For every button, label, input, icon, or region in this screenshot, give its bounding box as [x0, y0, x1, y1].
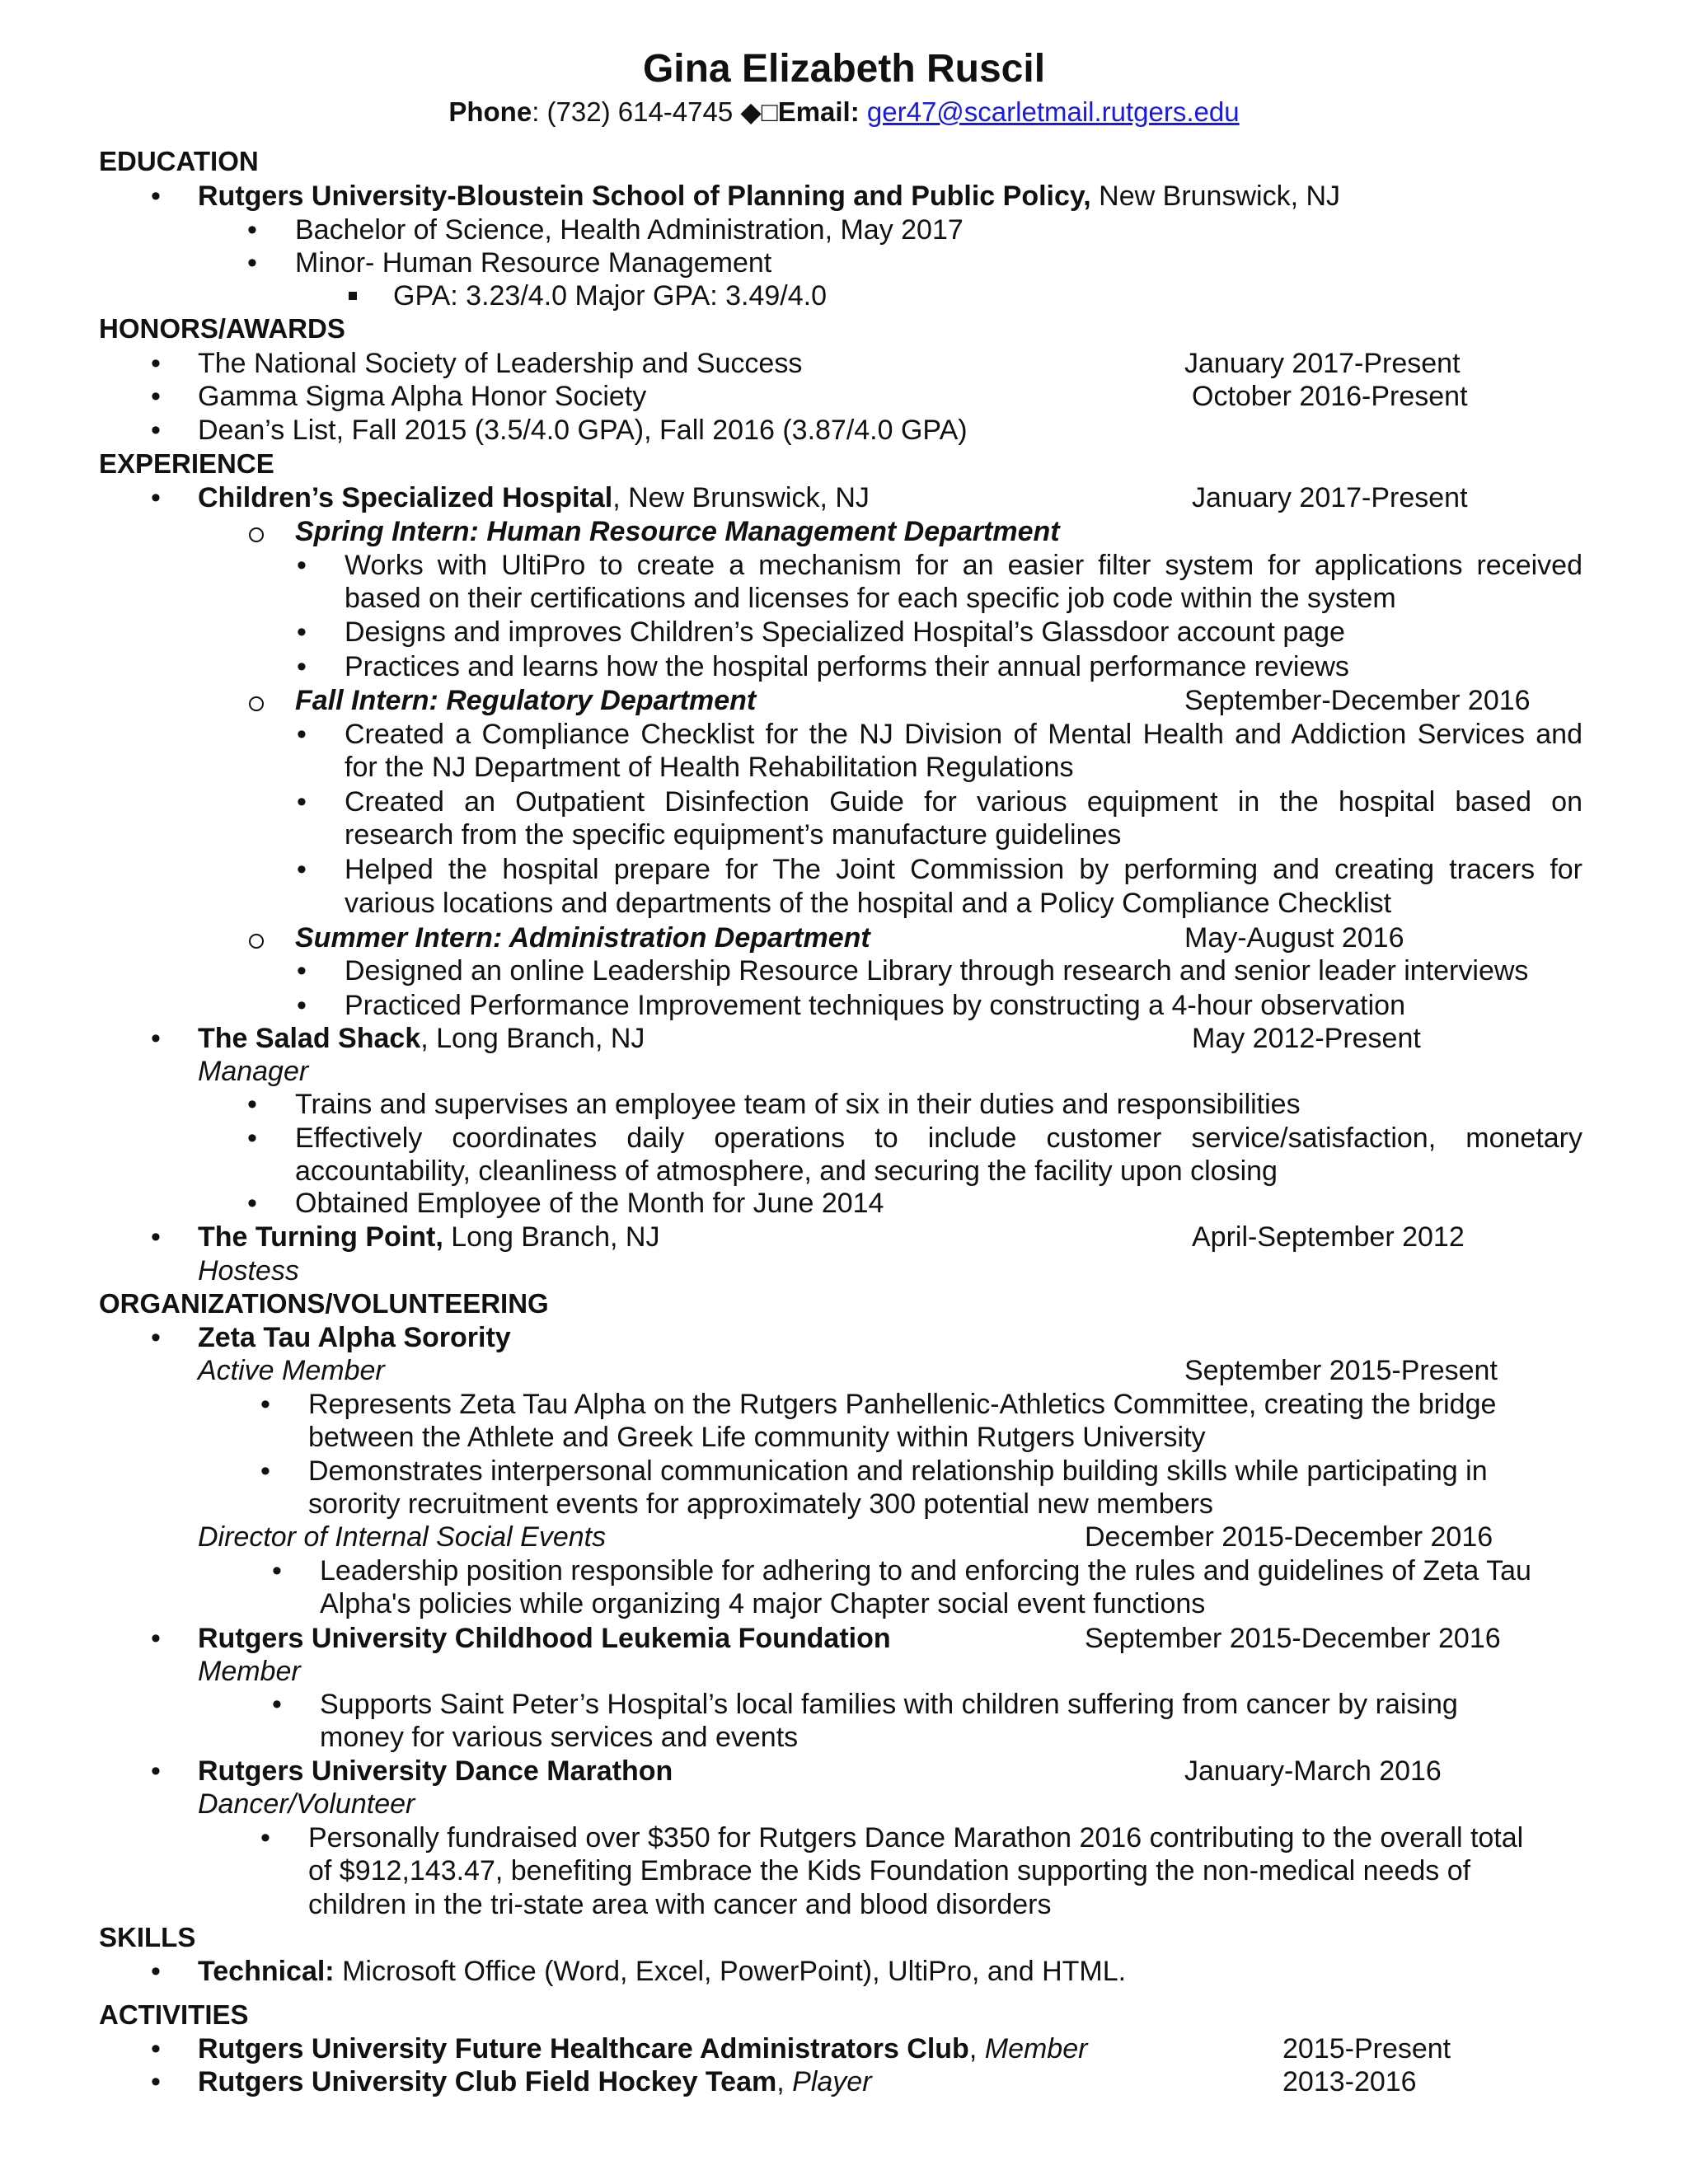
role-date: May-August 2016 [1184, 922, 1404, 954]
bullet-icon: • [272, 1689, 282, 1720]
education-gpa: GPA: 3.23/4.0 Major GPA: 3.49/4.0 [393, 280, 828, 312]
role-bullet: Created a Compliance Checklist for the NJ Division of Mental Health and Addiction Services and [345, 719, 1582, 750]
experience-date: January 2017-Present [1192, 482, 1468, 513]
role-bullet: Effectively coordinates daily operations to include customer service/satisfaction, monetary [295, 1122, 1582, 1154]
circle-bullet-icon [249, 934, 264, 949]
experience-role: Hostess [198, 1255, 299, 1286]
organization-bullet-cont: of $912,143.47, benefiting Embrace the Kids Foundation supporting the non-medical needs of [308, 1855, 1471, 1886]
organization-name: Zeta Tau Alpha Sorority [198, 1322, 511, 1353]
experience-org: The Salad Shack, Long Branch, NJ [198, 1023, 645, 1054]
bullet-icon: • [297, 786, 307, 818]
experience-date: May 2012-Present [1192, 1023, 1421, 1054]
honor-date: October 2016-Present [1192, 381, 1468, 412]
organization-date: January-March 2016 [1184, 1755, 1442, 1787]
honor-item: Gamma Sigma Alpha Honor Society [198, 381, 647, 412]
role-bullet: Trains and supervises an employee team of six in their duties and responsibilities [295, 1089, 1301, 1120]
candidate-name: Gina Elizabeth Ruscil [642, 47, 1046, 91]
bullet-icon: • [247, 247, 257, 279]
bullet-icon: • [297, 719, 307, 750]
role-bullet-cont: various locations and departments of the hospital and a Policy Compliance Checklist [345, 888, 1392, 919]
education-degree: Bachelor of Science, Health Administration, May 2017 [295, 214, 964, 246]
organization-role: Active Member [198, 1355, 385, 1386]
section-heading-skills: SKILLS [99, 1922, 196, 1952]
organization-bullet-cont: children in the tri-state area with cancer and blood disorders [308, 1889, 1052, 1920]
section-heading-honors: HONORS/AWARDS [99, 313, 345, 344]
bullet-icon: • [151, 2066, 161, 2097]
experience-org: Children’s Specialized Hospital, New Brunswick, NJ [198, 482, 870, 513]
role-title: Fall Intern: Regulatory Department [295, 685, 757, 716]
experience-date: April-September 2012 [1192, 1221, 1465, 1253]
role-bullet: Works with UltiPro to create a mechanism for an easier filter system for applications received [345, 550, 1582, 581]
organization-bullet-cont: Alpha's policies while organizing 4 major Chapter social event functions [320, 1588, 1206, 1619]
bullet-icon: • [297, 550, 307, 581]
organization-bullet-cont: sorority recruitment events for approximately 300 potential new members [308, 1488, 1213, 1520]
role-bullet: Practices and learns how the hospital performs their annual performance reviews [345, 651, 1349, 682]
role-bullet-cont: accountability, cleanliness of atmosphere, and securing the facility upon closing [295, 1155, 1278, 1187]
phone-number: : (732) 614-4745 [532, 96, 741, 127]
role-bullet: Created an Outpatient Disinfection Guide for various equipment in the hospital based on [345, 786, 1582, 818]
role-title: Summer Intern: Administration Department [295, 922, 870, 954]
bullet-icon: • [260, 1455, 270, 1487]
bullet-icon: • [151, 348, 161, 379]
square-bullet-icon [349, 292, 357, 300]
role-bullet: Practiced Performance Improvement techniques by constructing a 4-hour observation [345, 990, 1405, 1021]
role-bullet-cont: for the NJ Department of Health Rehabilitation Regulations [345, 752, 1074, 783]
bullet-icon: • [151, 381, 161, 412]
bullet-icon: • [297, 990, 307, 1021]
organization-bullet: Supports Saint Peter’s Hospital’s local families with children suffering from cancer by raising [320, 1689, 1458, 1720]
bullet-icon: • [151, 1623, 161, 1654]
bullet-icon: • [151, 415, 161, 446]
organization-bullet: Demonstrates interpersonal communication and relationship building skills while participating in [308, 1455, 1488, 1487]
bullet-icon: • [297, 854, 307, 885]
bullet-icon: • [247, 1122, 257, 1154]
organization-name: Rutgers University Dance Marathon [198, 1755, 673, 1787]
circle-bullet-icon [249, 696, 264, 711]
role-bullet-cont: based on their certifications and licenses for each specific job code within the system [345, 583, 1396, 614]
honor-date: January 2017-Present [1184, 348, 1461, 379]
bullet-icon: • [151, 180, 161, 212]
organization-role: Member [198, 1656, 301, 1687]
activity-item: Rutgers University Club Field Hockey Team, Player [198, 2066, 872, 2097]
bullet-icon: • [151, 1956, 161, 1987]
email-link[interactable]: ger47@scarletmail.rutgers.edu [866, 96, 1240, 127]
bullet-icon: • [151, 482, 161, 513]
organization-date: September 2015-Present [1184, 1355, 1498, 1386]
skills-technical: Technical: Microsoft Office (Word, Excel, PowerPoint), UltiPro, and HTML. [198, 1956, 1127, 1987]
bullet-icon: • [260, 1822, 270, 1854]
bullet-icon: • [260, 1389, 270, 1420]
organization-bullet: Personally fundraised over $350 for Rutgers Dance Marathon 2016 contributing to the overall total [308, 1822, 1524, 1854]
honor-item: The National Society of Leadership and Success [198, 348, 803, 379]
bullet-icon: • [151, 1023, 161, 1054]
organization-bullet: Represents Zeta Tau Alpha on the Rutgers Panhellenic-Athletics Committee, creating the bridge [308, 1389, 1497, 1420]
role-bullet: Designs and improves Children’s Specialized Hospital’s Glassdoor account page [345, 616, 1345, 648]
role-bullet: Designed an online Leadership Resource Library through research and senior leader interviews [345, 955, 1529, 987]
bullet-icon: • [247, 1188, 257, 1219]
section-heading-experience: EXPERIENCE [99, 448, 274, 479]
role-bullet: Helped the hospital prepare for The Joint Commission by performing and creating tracers for [345, 854, 1582, 885]
role-title: Spring Intern: Human Resource Management Department [295, 516, 1060, 547]
role-bullet-cont: research from the specific equipment’s manufacture guidelines [345, 819, 1122, 851]
phone-label: Phone [448, 96, 532, 127]
section-heading-organizations: ORGANIZATIONS/VOLUNTEERING [99, 1288, 549, 1319]
contact-line [0, 96, 1688, 129]
organization-date: September 2015-December 2016 [1085, 1623, 1501, 1654]
organization-role: Dancer/Volunteer [198, 1788, 415, 1820]
activity-date: 2015-Present [1282, 2033, 1451, 2064]
activity-item: Rutgers University Future Healthcare Administrators Club, Member [198, 2033, 1088, 2064]
education-minor: Minor- Human Resource Management [295, 247, 772, 279]
bullet-icon: • [247, 214, 257, 246]
bullet-icon: • [151, 2033, 161, 2064]
contact-separator: ◆□ [740, 96, 778, 127]
role-bullet: Obtained Employee of the Month for June 2014 [295, 1188, 884, 1219]
organization-date: December 2015-December 2016 [1085, 1521, 1493, 1553]
activity-date: 2013-2016 [1282, 2066, 1417, 2097]
organization-bullet-cont: between the Athlete and Greek Life community within Rutgers University [308, 1422, 1206, 1453]
section-heading-activities: ACTIVITIES [99, 1999, 249, 2030]
email-label: Email: [777, 96, 860, 127]
experience-role: Manager [198, 1056, 309, 1087]
role-date: September-December 2016 [1184, 685, 1531, 716]
education-school: Rutgers University-Bloustein School of Planning and Public Policy, New Brunswick, NJ [198, 180, 1341, 212]
bullet-icon: • [297, 616, 307, 648]
bullet-icon: • [297, 651, 307, 682]
organization-role: Director of Internal Social Events [198, 1521, 607, 1553]
bullet-icon: • [151, 1755, 161, 1787]
bullet-icon: • [151, 1221, 161, 1253]
organization-name: Rutgers University Childhood Leukemia Foundation [198, 1623, 891, 1654]
organization-bullet: Leadership position responsible for adhering to and enforcing the rules and guidelines of Zeta Tau [320, 1555, 1531, 1586]
bullet-icon: • [151, 1322, 161, 1353]
bullet-icon: • [272, 1555, 282, 1586]
experience-org: The Turning Point, Long Branch, NJ [198, 1221, 660, 1253]
bullet-icon: • [297, 955, 307, 987]
circle-bullet-icon [249, 527, 264, 542]
section-heading-education: EDUCATION [99, 146, 259, 176]
bullet-icon: • [247, 1089, 257, 1120]
honor-item: Dean’s List, Fall 2015 (3.5/4.0 GPA), Fall 2016 (3.87/4.0 GPA) [198, 415, 968, 446]
organization-bullet-cont: money for various services and events [320, 1722, 799, 1753]
